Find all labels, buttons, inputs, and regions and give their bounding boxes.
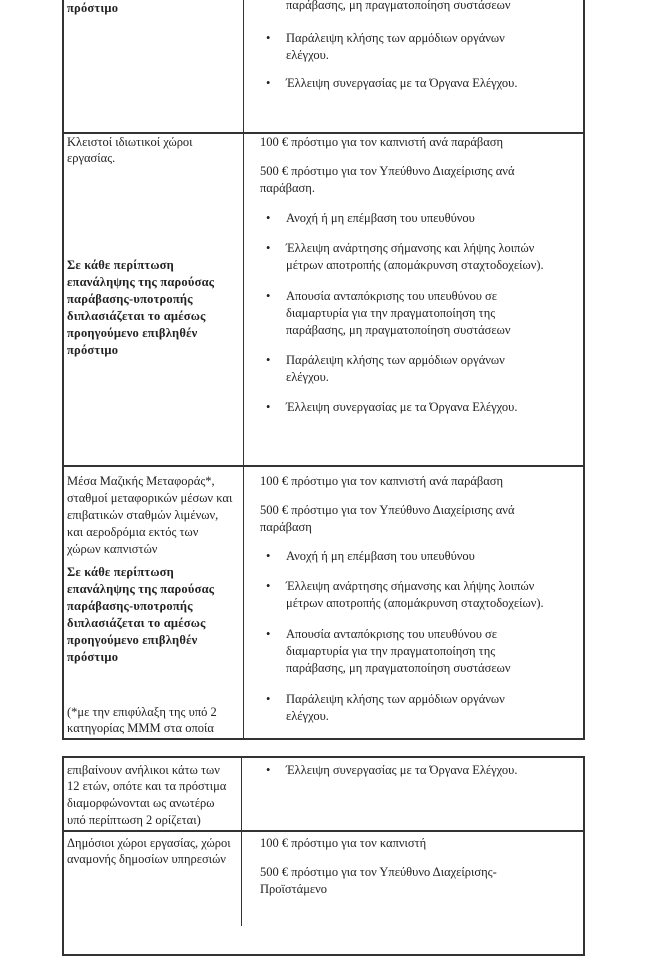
bullet-item: μέτρων αποτροπής (απομάκρυνση σταχτοδοχείων). [286, 258, 544, 272]
penalty-note: Σε κάθε περίπτωση [67, 258, 174, 272]
column-divider [241, 756, 242, 926]
place-category: σταθμοί μεταφορικών μέσων και [67, 491, 233, 505]
bullet-item: παράβασης, μη πραγματοποίηση συστάσεων [286, 661, 511, 675]
bullet-item: μέτρων αποτροπής (απομάκρυνση σταχτοδοχείων). [286, 596, 544, 610]
row-divider [62, 465, 585, 467]
bullet-continuation: παράβασης, μη πραγματοποίηση συστάσεων [286, 0, 511, 12]
bullet-item: • Έλλειψη συνεργασίας με τα Όργανα Ελέγχου. [286, 75, 518, 92]
manager-fine: Προϊστάμενο [260, 882, 328, 896]
footnote-continuation: επιβαίνουν ανήλικοι κάτω των [67, 763, 220, 777]
bullet-item: • Έλλειψη συνεργασίας με τα Όργανα Ελέγχου. [286, 399, 518, 416]
bullet-item: διαμαρτυρία για την πραγματοποίηση της [286, 644, 496, 658]
place-category: εργασίας. [67, 151, 116, 165]
footnote: κατηγορίας ΜΜΜ στα οποία [67, 721, 214, 735]
penalty-note: προηγούμενο επιβληθέν [67, 633, 198, 647]
bullet-item: • Έλλειψη συνεργασίας με τα Όργανα Ελέγχου. [286, 762, 518, 779]
penalty-note: Σε κάθε περίπτωση [67, 565, 174, 579]
smoker-fine: 100 € πρόστιμο για τον καπνιστή ανά παράβαση [260, 135, 504, 149]
footnote-continuation: 12 ετών, οπότε και τα πρόστιμα [67, 779, 227, 793]
penalty-note: διπλασιάζεται το αμέσως [67, 616, 206, 630]
footnote-continuation: διαμορφώνονται ως ανωτέρω [67, 796, 215, 810]
bullet-item: • Έλλειψη ανάρτησης σήμανσης και λήψης λοιπών [286, 578, 534, 595]
bullet-item: • Απουσία ανταπόκρισης του υπευθύνου σε [286, 288, 497, 305]
bullet-item: • Ανοχή ή μη επέμβαση του υπευθύνου [286, 210, 475, 227]
penalty-note: πρόστιμο [67, 650, 119, 664]
place-category: και αεροδρόμια εκτός των [67, 525, 199, 539]
footnote: (*με την επιφύλαξη της υπό 2 [67, 705, 217, 719]
bullet-item: • Παράλειψη κλήσης των αρμόδιων οργάνων [286, 30, 505, 47]
manager-fine: παράβαση. [260, 181, 315, 195]
manager-fine: 500 € πρόστιμο για τον Υπεύθυνο Διαχείρισης ανά [260, 503, 515, 517]
bullet-item: παράβασης, μη πραγματοποίηση συστάσεων [286, 323, 511, 337]
penalty-note: παράβασης-υποτροπής [67, 599, 193, 613]
row-divider [62, 830, 585, 832]
bullet-item: • Παράλειψη κλήσης των αρμόδιων οργάνων [286, 691, 505, 708]
bullet-item: • Ανοχή ή μη επέμβαση του υπευθύνου [286, 548, 475, 565]
smoker-fine: 100 € πρόστιμο για τον καπνιστή [260, 836, 427, 850]
manager-fine: 500 € πρόστιμο για τον Υπεύθυνο Διαχείρισης- [260, 865, 497, 879]
place-category: Δημόσιοι χώροι εργασίας, χώροι [67, 836, 231, 850]
penalty-note: πρόστιμο [67, 343, 119, 357]
penalty-note: παράβασης-υποτροπής [67, 292, 193, 306]
bullet-item: • Παράλειψη κλήσης των αρμόδιων οργάνων [286, 352, 505, 369]
penalty-note: επανάληψης της παρούσας [67, 275, 215, 289]
penalty-note: προηγούμενο επιβληθέν [67, 326, 198, 340]
penalty-note: πρόστιμο [67, 1, 119, 15]
manager-fine: 500 € πρόστιμο για τον Υπεύθυνο Διαχείρισης ανά [260, 164, 515, 178]
penalty-note: διπλασιάζεται το αμέσως [67, 309, 206, 323]
manager-fine: παράβαση [260, 520, 312, 534]
bullet-item: ελέγχου. [286, 48, 329, 62]
bullet-item: ελέγχου. [286, 709, 329, 723]
column-divider [243, 0, 244, 739]
place-category: χώρων καπνιστών [67, 542, 158, 556]
smoker-fine: 100 € πρόστιμο για τον καπνιστή ανά παράβαση [260, 474, 504, 488]
place-category: επιβατικών σταθμών λιμένων, [67, 508, 219, 522]
bullet-item: ελέγχου. [286, 370, 329, 384]
footnote-continuation: υπό περίπτωση 2 ορίζεται) [67, 813, 201, 827]
place-category: Κλειστοί ιδιωτικοί χώροι [67, 135, 193, 149]
place-category: Μέσα Μαζικής Μεταφοράς*, [67, 474, 215, 488]
place-category: αναμονής δημοσίων υπηρεσιών [67, 852, 226, 866]
bullet-item: διαμαρτυρία για την πραγματοποίηση της [286, 306, 496, 320]
penalty-note: επανάληψης της παρούσας [67, 582, 215, 596]
bullet-item: • Έλλειψη ανάρτησης σήμανσης και λήψης λοιπών [286, 240, 534, 257]
bullet-item: • Απουσία ανταπόκρισης του υπευθύνου σε [286, 626, 497, 643]
